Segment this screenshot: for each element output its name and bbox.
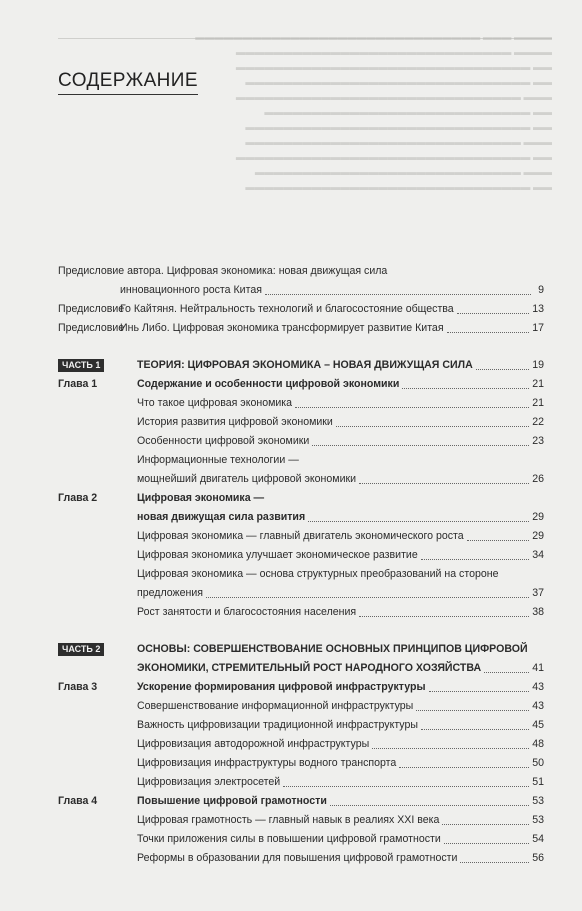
page-title: СОДЕРЖАНИЕ: [58, 70, 198, 95]
part-title: ТЕОРИЯ: ЦИФРОВАЯ ЭКОНОМИКА – НОВАЯ ДВИЖУЩАЯ СИЛА: [137, 359, 473, 371]
part-label: ЧАСТЬ 1: [58, 359, 104, 372]
dot-leader: [336, 426, 529, 427]
page-number: 29: [532, 530, 544, 542]
section-title: Что такое цифровая экономика: [137, 397, 293, 409]
section-title: Совершенствование информационной инфраструктуры: [137, 700, 414, 712]
dot-leader: [467, 540, 530, 541]
page-number: 50: [532, 757, 544, 769]
part-heading: [58, 640, 544, 659]
preface-label: Предисловие: [58, 303, 125, 315]
section-entry: [58, 697, 544, 716]
page-number: 21: [532, 397, 544, 409]
part-label: ЧАСТЬ 2: [58, 643, 104, 656]
section-entry: [58, 432, 544, 451]
dot-leader: [312, 445, 529, 446]
dot-leader: [308, 521, 529, 522]
preface-title: Го Кайтяня. Нейтральность технологий и благосостояние общества: [120, 303, 454, 315]
chapter-title-line1: Цифровая экономика —: [137, 492, 265, 504]
section-title: Цифровая экономика улучшает экономическое развитие: [137, 549, 418, 561]
section-title: Рост занятости и благосостояния населения: [137, 606, 357, 618]
section-entry: [58, 811, 544, 830]
dot-leader: [206, 597, 529, 598]
dot-leader: [283, 786, 529, 787]
section-entry: [58, 527, 544, 546]
page-number: 13: [532, 303, 544, 315]
section-title: Особенности цифровой экономики: [137, 435, 310, 447]
dot-leader: [429, 691, 530, 692]
chapter-heading: [58, 375, 544, 394]
section-entry: [58, 413, 544, 432]
page-number: 26: [532, 473, 544, 485]
page-number: 51: [532, 776, 544, 788]
chapter-heading: [58, 508, 544, 527]
dot-leader: [295, 407, 529, 408]
page-number: 38: [532, 606, 544, 618]
section-entry: [58, 735, 544, 754]
page-number: 21: [532, 378, 544, 390]
dot-leader: [265, 294, 531, 295]
dot-leader: [399, 767, 529, 768]
section-entry: [58, 773, 544, 792]
section-title: Цифровизация инфраструктуры водного транспорта: [137, 757, 397, 769]
dot-leader: [421, 559, 529, 560]
chapter-label: Глава 3: [58, 681, 98, 693]
page-number: 9: [538, 284, 544, 296]
chapter-title: Повышение цифровой грамотности: [137, 795, 327, 807]
section-title: Точки приложения силы в повышении цифровой грамотности: [137, 833, 441, 845]
section-title: Важность цифровизации традиционной инфраструктуры: [137, 719, 418, 731]
dot-leader: [421, 729, 529, 730]
toc-line: [58, 319, 544, 338]
section-entry: [58, 565, 544, 584]
chapter-label: Глава 4: [58, 795, 98, 807]
section-title: Цифровизация автодорожной инфраструктуры: [137, 738, 370, 750]
page-number: 48: [532, 738, 544, 750]
page-number: 22: [532, 416, 544, 428]
dot-leader: [476, 369, 529, 370]
dot-leader: [484, 672, 529, 673]
preface-label: Предисловие: [58, 322, 125, 334]
dot-leader: [359, 616, 529, 617]
chapter-heading: [58, 792, 544, 811]
page-number: 43: [532, 700, 544, 712]
section-title: Реформы в образовании для повышения цифровой грамотности: [137, 852, 458, 864]
chapter-heading: [58, 678, 544, 697]
page-number: 19: [532, 359, 544, 371]
dot-leader: [359, 483, 529, 484]
page-number: 37: [532, 587, 544, 599]
page-number: 29: [532, 511, 544, 523]
page-number: 23: [532, 435, 544, 447]
part-heading: [58, 356, 544, 375]
page-number: 17: [532, 322, 544, 334]
section-title-line2: мощнейший двигатель цифровой экономики: [137, 473, 357, 485]
dot-leader: [330, 805, 529, 806]
page-number: 56: [532, 852, 544, 864]
section-title-line2: предложения: [137, 587, 204, 599]
section-entry: [58, 603, 544, 622]
section-title: Цифровая грамотность — главный навык в реалиях XXI века: [137, 814, 440, 826]
toc-line: [58, 281, 544, 300]
chapter-title: Ускорение формирования цифровой инфраструктуры: [137, 681, 426, 693]
preface-author-line1: Предисловие автора. Цифровая экономика: новая движущая сила: [58, 265, 388, 277]
part-heading: [58, 659, 544, 678]
dot-leader: [460, 862, 529, 863]
section-entry: [58, 584, 544, 603]
section-title: История развития цифровой экономики: [137, 416, 333, 428]
toc-line: [58, 300, 544, 319]
page-number: 41: [532, 662, 544, 674]
chapter-label: Глава 2: [58, 492, 98, 504]
section-entry: [58, 470, 544, 489]
page-number: 53: [532, 795, 544, 807]
bleed-through-text: ▬▬▬▬▬▬▬▬▬▬▬▬▬▬▬▬▬▬▬▬▬▬▬▬▬▬▬▬▬▬ ▬▬▬ ▬▬▬▬ ▬▬▬▬▬▬▬▬▬▬▬▬▬▬▬▬▬▬▬▬▬▬▬▬▬▬▬▬▬ ▬▬▬▬ ▬▬▬▬▬▬▬▬▬▬▬▬▬▬▬▬▬▬▬▬▬▬▬▬▬▬▬▬▬▬▬ ▬▬ ▬▬▬▬▬▬▬▬▬▬▬▬▬▬▬▬▬▬▬▬▬▬▬▬▬▬▬▬▬▬ ▬▬ ▬▬▬▬▬▬▬▬▬▬▬▬▬▬▬▬▬▬▬▬▬▬▬▬▬▬▬▬▬▬ ▬▬▬ ▬▬▬▬▬▬▬▬▬▬▬▬▬▬▬▬▬▬▬▬▬▬▬▬▬▬▬▬ ▬▬ ▬▬▬▬▬▬▬▬▬▬▬▬▬▬▬▬▬▬▬▬▬▬▬▬▬▬▬▬▬▬ ▬▬ ▬▬▬▬▬▬▬▬▬▬▬▬▬▬▬▬▬▬▬▬▬▬▬▬▬▬▬▬▬ ▬▬▬ ▬▬▬▬▬▬▬▬▬▬▬▬▬▬▬▬▬▬▬▬▬▬▬▬▬▬▬▬▬▬▬ ▬▬ ▬▬▬▬▬▬▬▬▬▬▬▬▬▬▬▬▬▬▬▬▬▬▬▬▬▬▬▬ ▬▬▬ ▬▬▬▬▬▬▬▬▬▬▬▬▬▬▬▬▬▬▬▬▬▬▬▬▬▬▬▬▬▬ ▬▬: [195, 32, 552, 193]
section-title-line1: Цифровая экономика — основа структурных преобразований на стороне: [137, 568, 499, 580]
page-number: 34: [532, 549, 544, 561]
dot-leader: [442, 824, 529, 825]
dot-leader: [457, 313, 530, 314]
section-entry: [58, 451, 544, 470]
section-entry: [58, 394, 544, 413]
section-title: Цифровизация электросетей: [137, 776, 281, 788]
part-title-line1: ОСНОВЫ: СОВЕРШЕНСТВОВАНИЕ ОСНОВНЫХ ПРИНЦИПОВ ЦИФРОВОЙ: [137, 643, 528, 655]
page-number: 43: [532, 681, 544, 693]
part-title-line2: ЭКОНОМИКИ, СТРЕМИТЕЛЬНЫЙ РОСТ НАРОДНОГО ХОЗЯЙСТВА: [137, 662, 482, 674]
section-entry: [58, 754, 544, 773]
chapter-label: Глава 1: [58, 378, 98, 390]
chapter-heading: [58, 489, 544, 508]
toc-line: [58, 262, 544, 281]
table-of-contents: [58, 262, 544, 868]
preface-author-line2: инновационного роста Китая: [120, 284, 262, 296]
section-entry: [58, 830, 544, 849]
dot-leader: [416, 710, 529, 711]
section-entry: [58, 546, 544, 565]
dot-leader: [402, 388, 529, 389]
page-number: 54: [532, 833, 544, 845]
dot-leader: [444, 843, 529, 844]
section-entry: [58, 849, 544, 868]
dot-leader: [372, 748, 529, 749]
section-entry: [58, 716, 544, 735]
dot-leader: [447, 332, 530, 333]
section-title-line1: Информационные технологии —: [137, 454, 299, 466]
page-number: 53: [532, 814, 544, 826]
chapter-title-line2: новая движущая сила развития: [137, 511, 306, 523]
section-title: Цифровая экономика — главный двигатель экономического роста: [137, 530, 464, 542]
page-number: 45: [532, 719, 544, 731]
preface-title: Инь Либо. Цифровая экономика трансформирует развитие Китая: [120, 322, 444, 334]
chapter-title: Содержание и особенности цифровой экономики: [137, 378, 400, 390]
